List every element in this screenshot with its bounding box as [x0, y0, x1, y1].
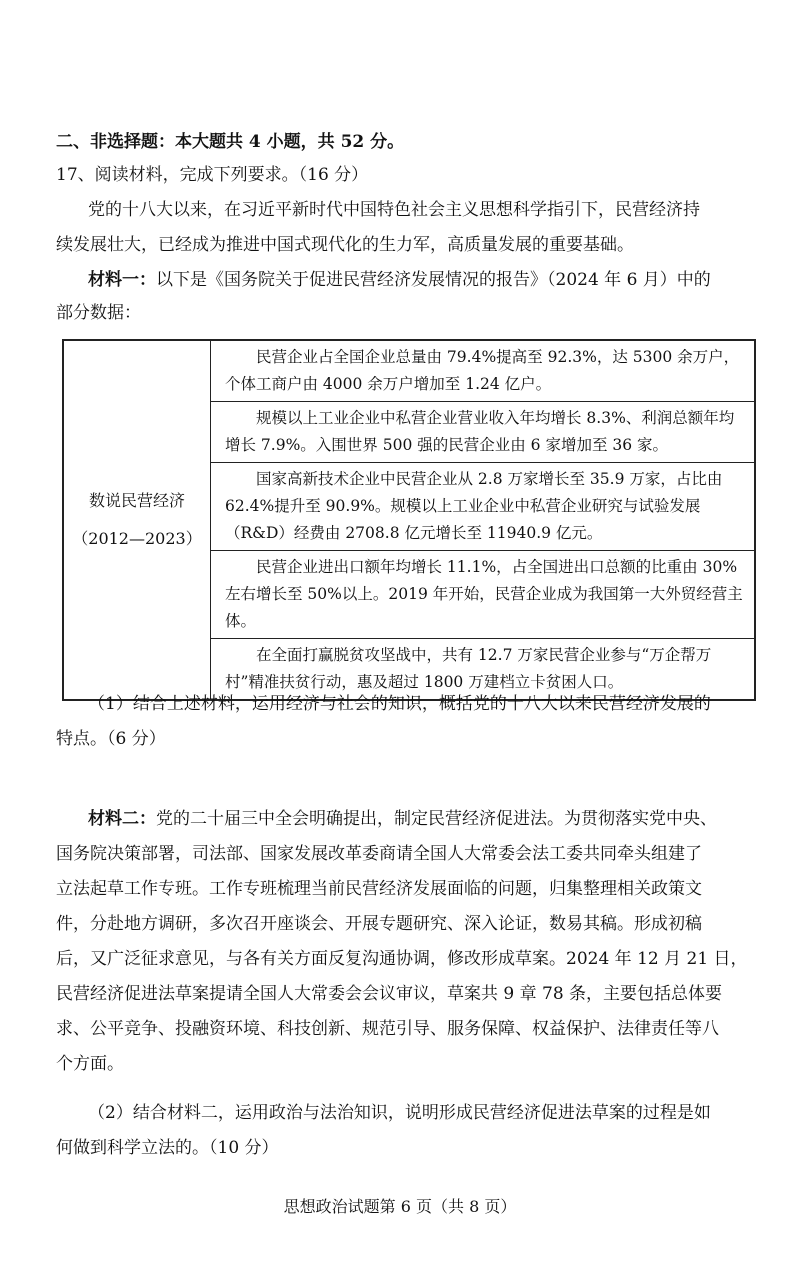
- table-row-text: 民营企业占全国企业总量由 79.4%提高至 92.3%，达 5300 余万户，个体工商户由 4000 余万户增加至 1.24 亿户。: [225, 348, 740, 393]
- table-row: [211, 402, 756, 463]
- page-footer: 思想政治试题第 6 页（共 8 页）: [283, 1197, 517, 1216]
- material-2-line: 求、公平竞争、投融资环境、科技创新、规范引导、服务保障、权益保护、法律责任等八: [56, 1019, 719, 1039]
- material-2-text: 党的二十届三中全会明确提出，制定民营经济促进法。为贯彻落实党中央、: [156, 809, 717, 829]
- table-label-cell: [63, 340, 211, 700]
- table-row: [211, 463, 756, 551]
- data-table: [62, 339, 756, 701]
- sub-question-2-line-2: 何做到科学立法的。（10 分）: [56, 1138, 279, 1158]
- table-row: [211, 551, 756, 639]
- intro-line-2: 续发展壮大，已经成为推进中国式现代化的生力军，高质量发展的重要基础。: [56, 235, 634, 255]
- table-label-period: （2012—2023）: [72, 529, 202, 548]
- material-2-label: 材料二：: [88, 809, 156, 829]
- material-1-text: 以下是《国务院关于促进民营经济发展情况的报告》（2024 年 6 月）中的: [156, 270, 711, 290]
- sub-question-1-line-1: （1）结合上述材料，运用经济与社会的知识，概括党的十八大以来民营经济发展的: [88, 694, 711, 714]
- material-2-line-1: [88, 807, 717, 831]
- table-row: [211, 340, 756, 402]
- material-1-line: [88, 268, 711, 292]
- material-2-line: 后，又广泛征求意见，与各有关方面反复沟通协调，修改形成草案。2024 年 12 月 21 日，: [56, 949, 748, 969]
- table-row-text: 国家高新技术企业中民营企业从 2.8 万家增长至 35.9 万家，占比由 62.4%提升至 90.9%。规模以上工业企业中私营企业研究与试验发展（R&D）经费由 2708.8 亿元增长至 11940.9 亿元。: [225, 470, 723, 542]
- material-2-line: 件，分赴地方调研，多次召开座谈会、开展专题研究、深入论证，数易其稿。形成初稿: [56, 914, 702, 934]
- question-17-title: 17、阅读材料，完成下列要求。（16 分）: [56, 165, 369, 185]
- intro-line-1: 党的十八大以来，在习近平新时代中国特色社会主义思想科学指引下，民营经济持: [88, 200, 700, 220]
- material-2-line: 个方面。: [56, 1054, 124, 1074]
- material-1-line-2: 部分数据：: [56, 303, 141, 323]
- table-row-text: 在全面打赢脱贫攻坚战中，共有 12.7 万家民营企业参与“万企帮万村”精准扶贫行动，惠及超过 1800 万建档立卡贫困人口。: [225, 646, 712, 691]
- material-2-line: 立法起草工作专班。工作专班梳理当前民营经济发展面临的问题，归集整理相关政策文: [56, 879, 702, 899]
- table-row-text: 民营企业进出口额年均增长 11.1%，占全国进出口总额的比重由 30%左右增长至 50%以上。2019 年开始，民营企业成为我国第一大外贸经营主体。: [225, 558, 743, 630]
- sub-question-2-line-1: （2）结合材料二，运用政治与法治知识，说明形成民营经济促进法草案的过程是如: [88, 1103, 711, 1123]
- sub-question-1-line-2: 特点。（6 分）: [56, 729, 166, 749]
- table-row-text: 规模以上工业企业中私营企业营业收入年均增长 8.3%、利润总额年均增长 7.9%。入围世界 500 强的民营企业由 6 家增加至 36 家。: [225, 409, 735, 454]
- table-row: [211, 639, 756, 701]
- section-heading: 二、非选择题：本大题共 4 小题，共 52 分。: [56, 132, 405, 152]
- material-2-line: 民营经济促进法草案提请全国人大常委会会议审议，草案共 9 章 78 条，主要包括总体要: [56, 984, 723, 1004]
- material-1-label: 材料一：: [88, 270, 156, 290]
- material-2-line: 国务院决策部署，司法部、国家发展改革委商请全国人大常委会法工委共同牵头组建了: [56, 844, 702, 864]
- table-label-title: 数说民营经济: [88, 491, 185, 510]
